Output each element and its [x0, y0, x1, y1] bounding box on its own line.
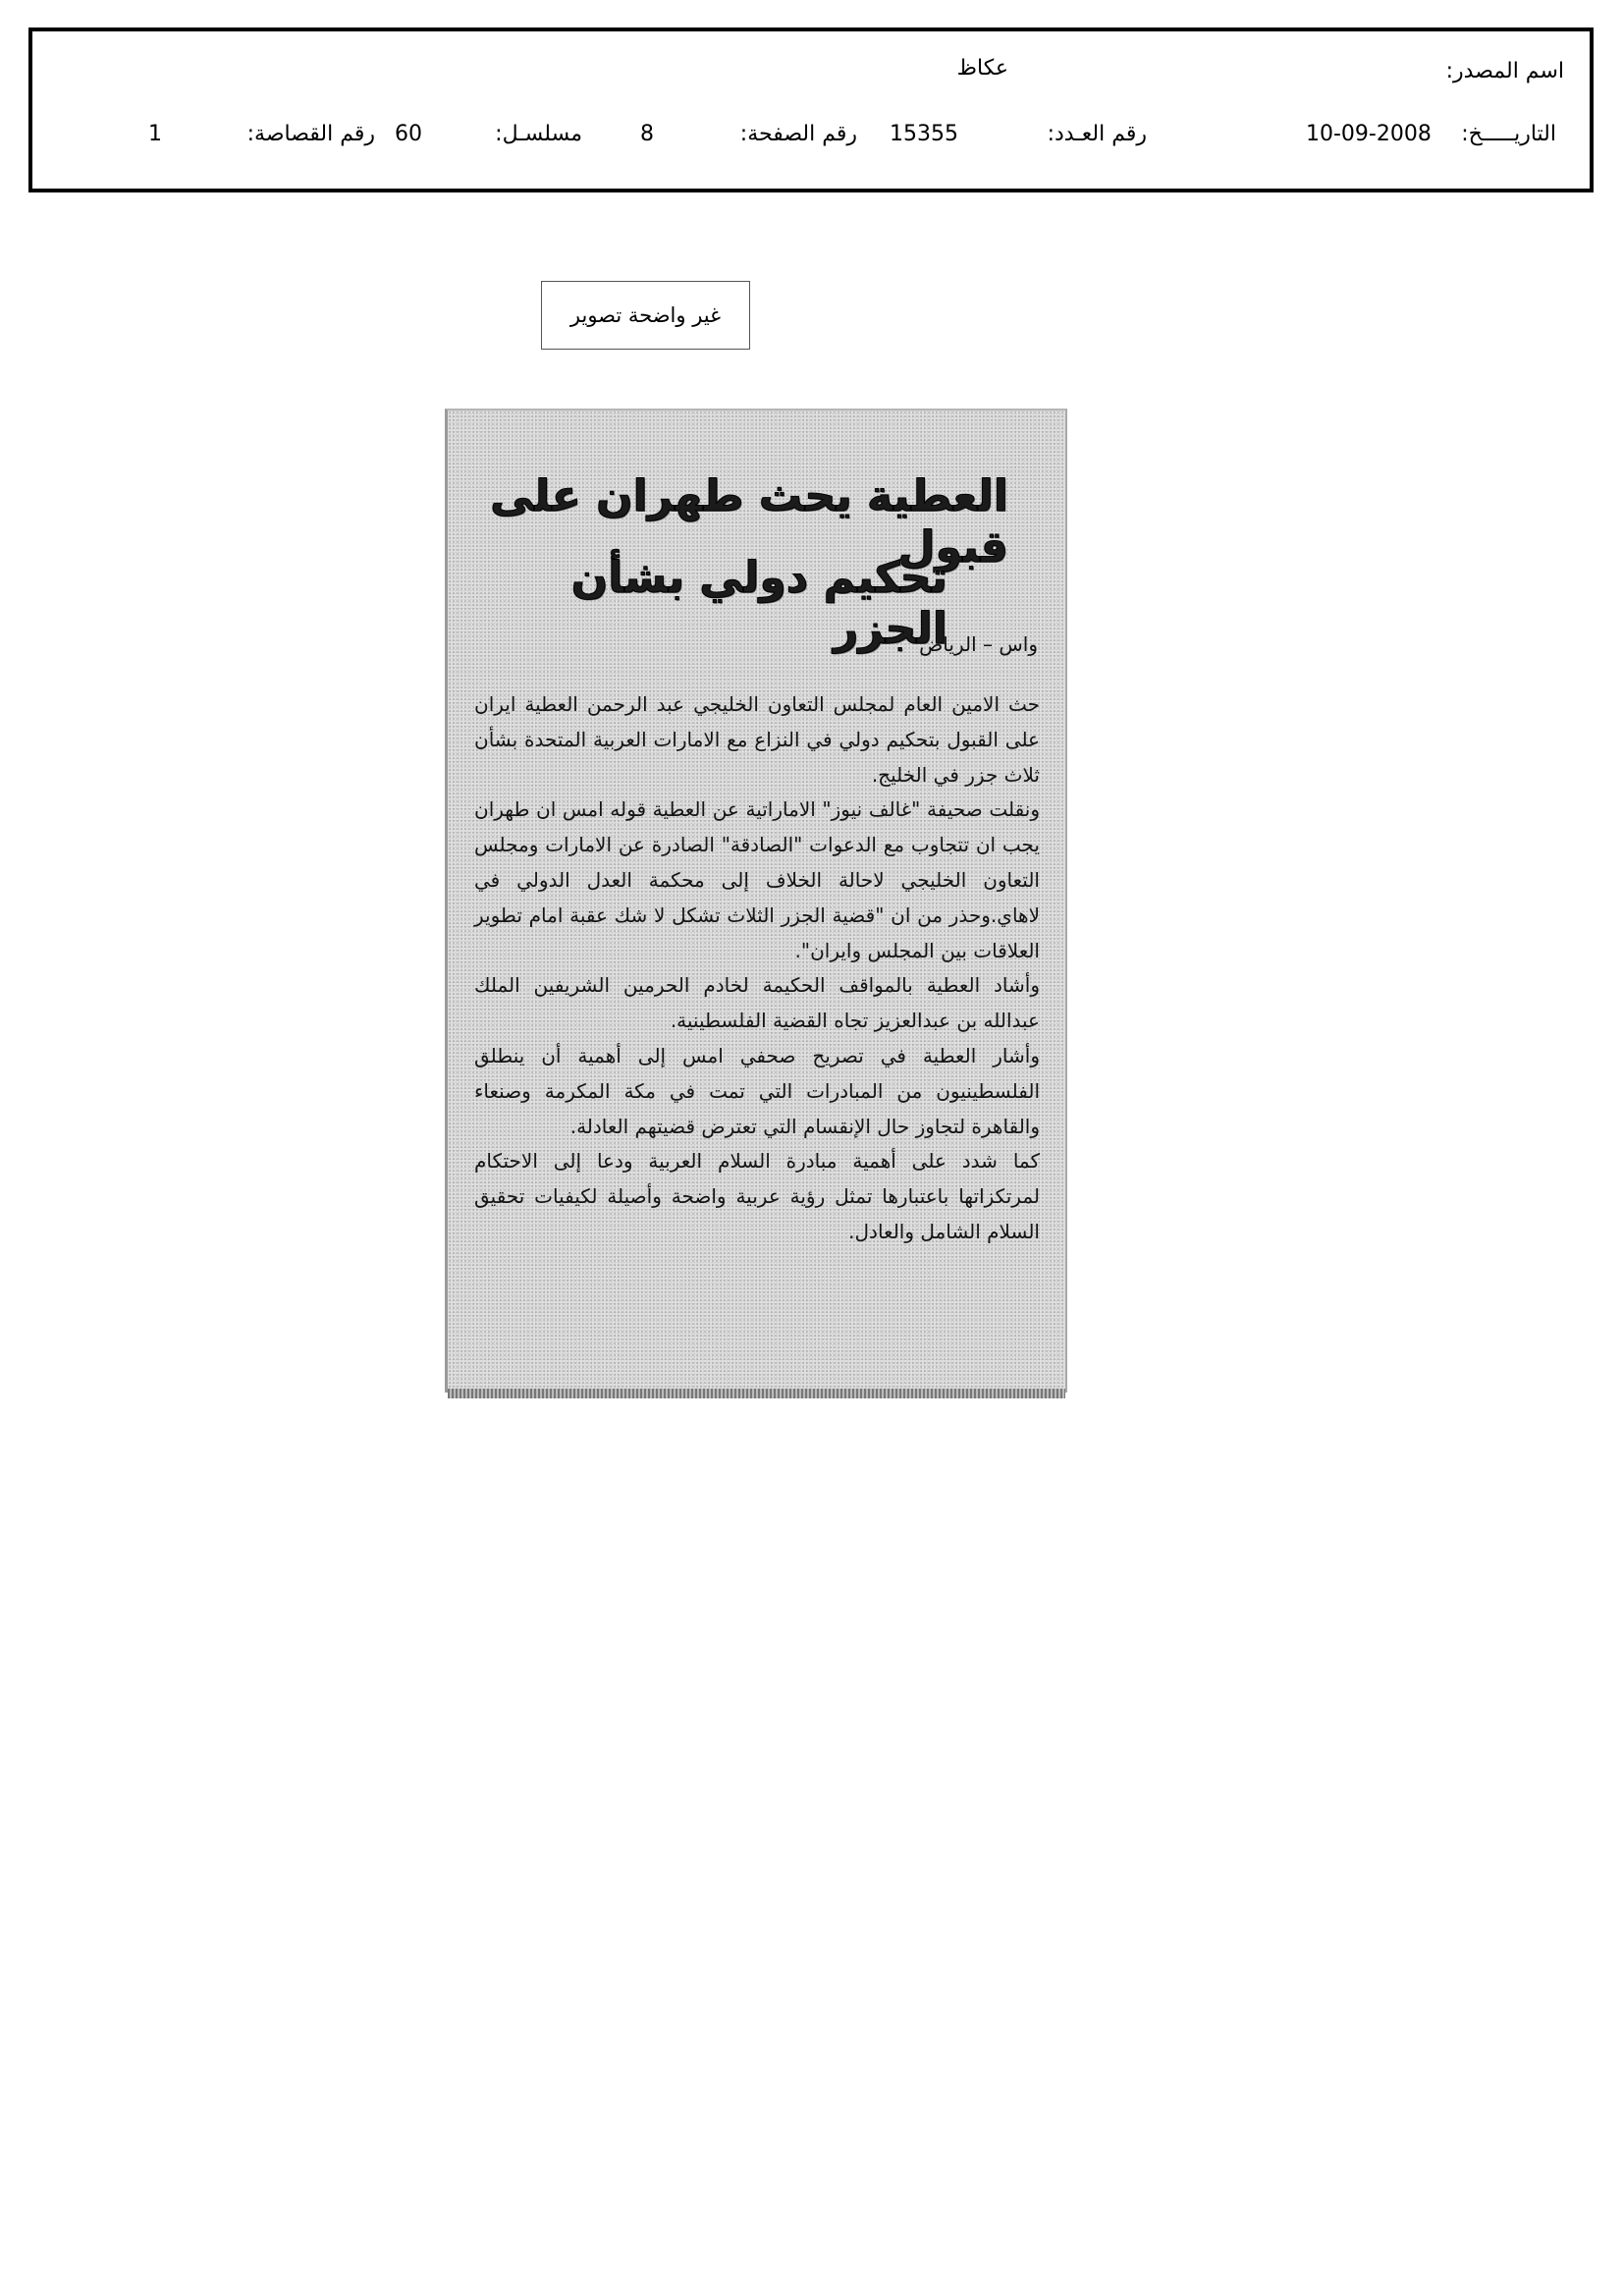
- serial-label: مسلسـل:: [495, 122, 582, 146]
- paragraph: كما شدد على أهمية مبادرة السلام العربية ودعا إلى الاحتكام لمرتكزاتها باعتبارها تمثل رؤية عربية واضحة وأصيلة لكيفيات تحقيق السلام الشامل والعادل.: [474, 1149, 1040, 1243]
- article-byline: واس – الرياض: [919, 632, 1038, 656]
- newspaper-clipping: [445, 409, 1067, 1393]
- page-value: 8: [640, 122, 654, 146]
- paragraph: حث الامين العام لمجلس التعاون الخليجي عبد الرحمن العطية ايران على القبول بتحكيم دولي في النزاع مع الامارات العربية المتحدة بشأن ثلاث جزر في الخليج.: [474, 692, 1040, 787]
- article-body: [474, 687, 1040, 1250]
- clip-label: رقم القصاصة:: [246, 122, 375, 146]
- paragraph: وأشار العطية في تصريح صحفي امس إلى أهمية أن ينطلق الفلسطينيون من المبادرات التي تمت في مكة المكرمة وصنعاء والقاهرة لتجاوز حال الإنقسام التي تعترض قضيتهم العادلة.: [474, 1043, 1040, 1138]
- date-label: التاريـــــخ:: [1461, 122, 1556, 146]
- page-label: رقم الصفحة:: [739, 122, 857, 146]
- unclear-image-notice: غير واضحة تصوير: [541, 281, 750, 350]
- paragraph: وأشاد العطية بالمواقف الحكيمة لخادم الحرمين الشريفين الملك عبدالله بن عبدالعزيز تجاه القضية الفلسطينية.: [474, 973, 1040, 1033]
- clipping-edge: [448, 1389, 1065, 1398]
- serial-value: 60: [395, 122, 422, 146]
- metadata-box: [28, 27, 1594, 192]
- issue-value: 15355: [890, 122, 958, 146]
- source-value: عكاظ: [956, 56, 1008, 81]
- headline-line-2: تحكيم دولي بشأن الجزر: [570, 553, 947, 654]
- issue-label: رقم العـدد:: [1047, 122, 1147, 146]
- headline-line-1: العطية يحث طهران على قبول: [490, 471, 1008, 573]
- clip-value: 1: [148, 122, 162, 146]
- paragraph: ونقلت صحيفة "غالف نيوز" الاماراتية عن العطية قوله امس ان طهران يجب ان تتجاوب مع الدعوات "الصادقة" الصادرة عن الامارات ومجلس التعاون الخليجي لاحالة الخلاف إلى محكمة العدل الدولي في لاهاي.وحذر من ان "قضية الجزر الثلاث تشكل لا شك عقبة امام تطوير العلاقات بين المجلس وايران".: [474, 797, 1040, 962]
- source-label: اسم المصدر:: [1445, 59, 1564, 83]
- date-value: 10-09-2008: [1306, 122, 1432, 146]
